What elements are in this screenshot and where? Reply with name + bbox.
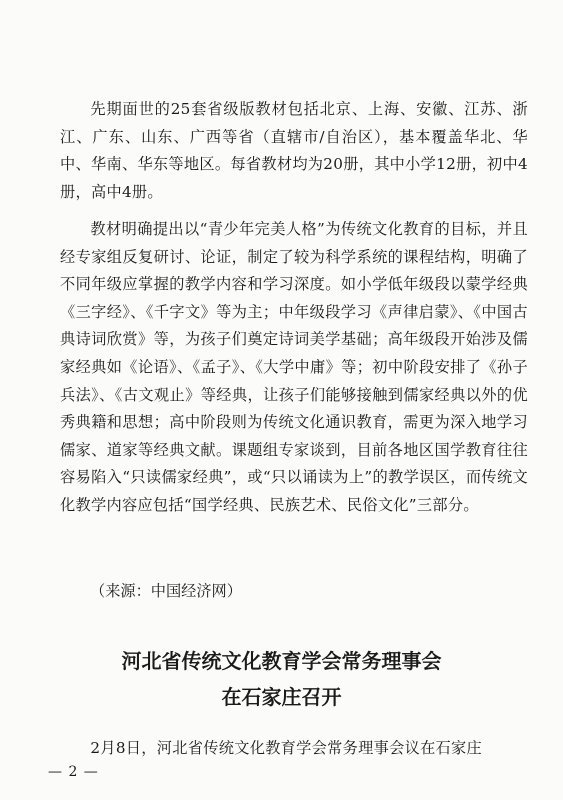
article-title-line2: 在石家庄召开: [221, 685, 342, 709]
page-number: — 2 —: [48, 764, 99, 780]
article-first-line: 2月8日，河北省传统文化教育学会常务理事会议在石家庄: [90, 739, 483, 757]
source-note: （来源：中国经济网）: [90, 582, 242, 600]
paragraph-textbook-coverage: 先期面世的25套省级版教材包括北京、上海、安徽、江苏、浙江、广东、山东、广西等省（直辖市/自治区），基本覆盖华北、华中、华南、华东等地区。每省教材均为20册，其中小学12册，初中4册，高中4册。: [60, 100, 528, 201]
article-title-line1: 河北省传统文化教育学会常务理事会: [121, 649, 442, 673]
paragraph-textbook-goals: 教材明确提出以“青少年完美人格”为传统文化教育的目标，并且经专家组反复研讨、论证，制定了较为科学系统的课程结构，明确了不同年级应掌握的教学内容和学习深度。如小学低年级段以蒙学经典《三字经》、《千字文》等为主；中年级段学习《声律启蒙》、《中国古典诗词欣赏》等，为孩子们奠定诗词美学基础；高年级段开始涉及儒家经典如《论语》、《孟子》、《大学中庸》等；初中阶段安排了《孙子兵法》、《古文观止》等经典，让孩子们能够接触到儒家经典以外的优秀典籍和思想；高中阶段则为传统文化通识教育，需更为深入地学习儒家、道家等经典文献。课题组专家谈到，目前各地区国学教育往往容易陷入“只读儒家经典”，或“只以诵读为上”的教学误区，而传统文化教学内容应包括“国学经典、民族艺术、民俗文化”三部分。: [60, 220, 528, 514]
